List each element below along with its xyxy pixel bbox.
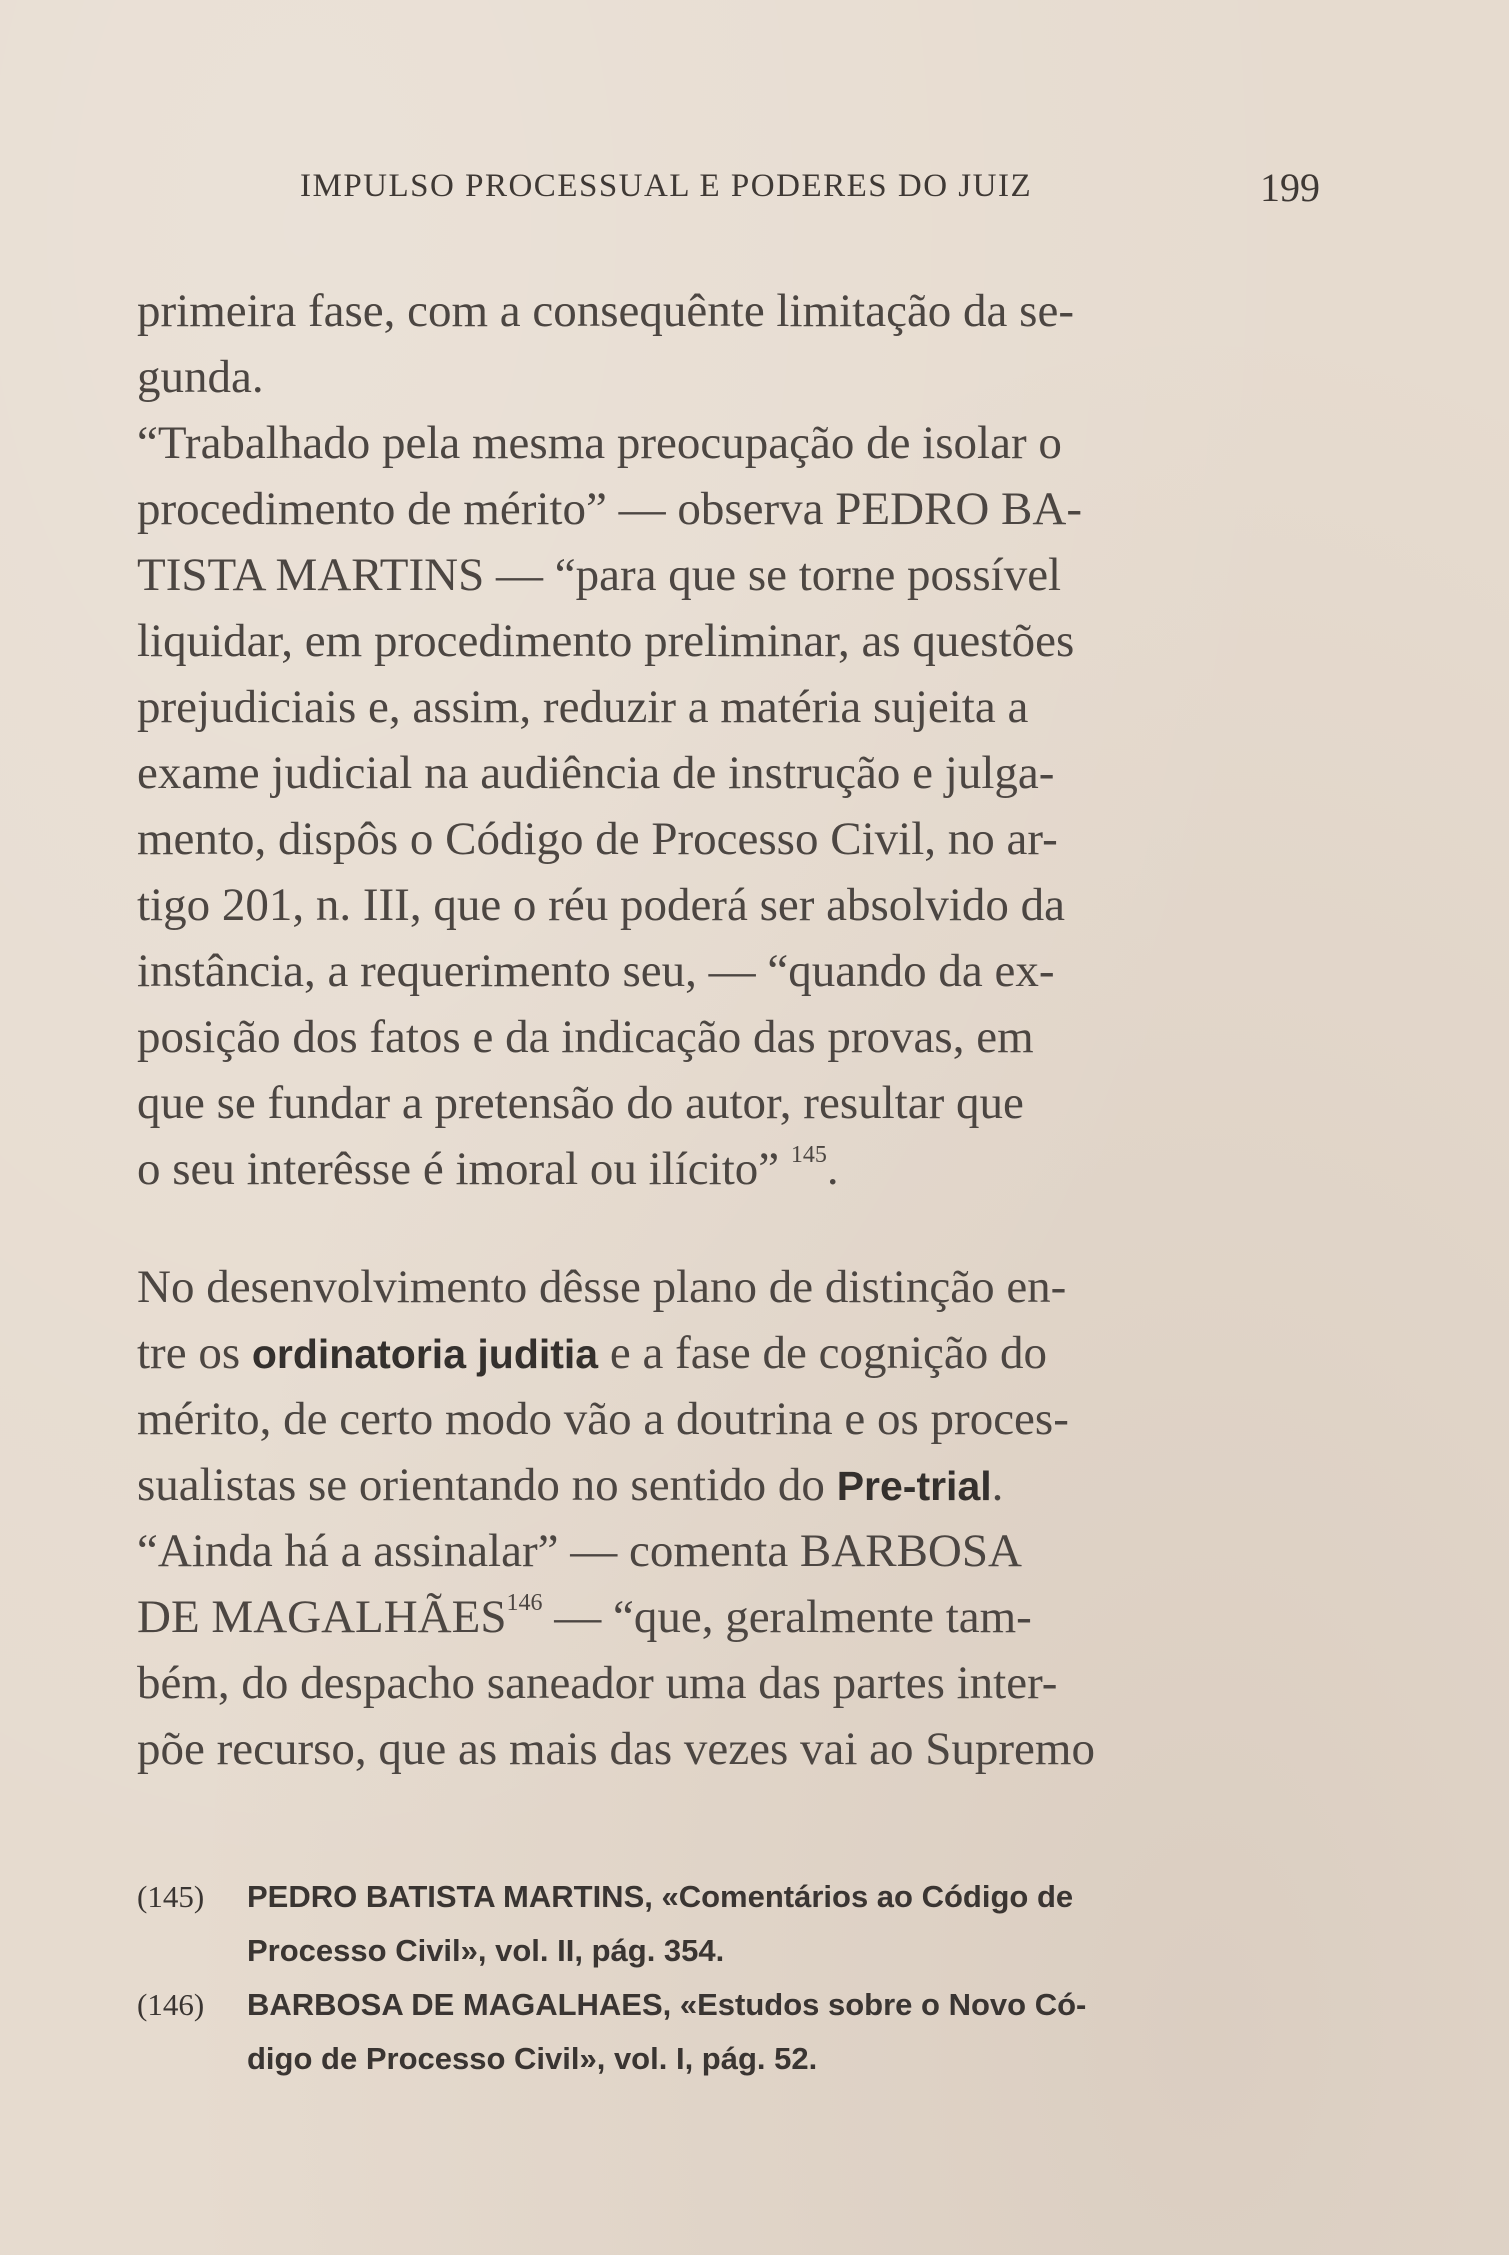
text-line: prejudiciais e, assim, reduzir a matéria sujeita a <box>137 681 1029 733</box>
text-line: “Trabalhado pela mesma preocupação de isolar o <box>137 417 1062 469</box>
text-line: instância, a requerimento seu, — “quando da ex- <box>137 945 1055 997</box>
text-line: posição dos fatos e da indicação das provas, em <box>137 1011 1034 1063</box>
page-number: 199 <box>1260 165 1320 210</box>
footnote-number: (145) <box>137 1879 205 1914</box>
running-head <box>300 165 1320 218</box>
text-line: No desenvolvimento dêsse plano de distinção en- <box>137 1261 1067 1313</box>
running-head-title: IMPULSO PROCESSUAL E PODERES DO JUIZ <box>300 168 1033 204</box>
line-end: . <box>991 1459 1004 1511</box>
paragraph-gap <box>137 1202 1317 1254</box>
text-line: que se fundar a pretensão do autor, resultar que <box>137 1077 1024 1129</box>
line-text: tre os <box>137 1327 241 1379</box>
text-line <box>137 1584 1317 1650</box>
text-line: exame judicial na audiência de instrução e julga- <box>137 747 1055 799</box>
text-line: tigo 201, n. III, que o réu poderá ser absolvido da <box>137 879 1065 931</box>
text-line: gunda. <box>137 351 264 403</box>
line-text: DE MAGALHÃES <box>137 1591 507 1643</box>
text-line: bém, do despacho saneador uma das partes inter- <box>137 1657 1058 1709</box>
footnote-text: BARBOSA DE MAGALHAES, «Estudos sobre o Novo Có- <box>247 1987 1087 2022</box>
footnote-number: (146) <box>137 1987 205 2022</box>
footnote-145 <box>137 1870 1317 1924</box>
text-line: primeira fase, com a consequênte limitação da se- <box>137 285 1074 337</box>
text-line <box>137 1452 1317 1518</box>
footnote-continuation: Processo Civil», vol. II, pág. 354. <box>247 1933 725 1968</box>
line-text: — “que, geralmente tam- <box>554 1591 1032 1643</box>
footnotes <box>137 1870 1317 2086</box>
footnote-text: PEDRO BATISTA MARTINS, «Comentários ao Código de <box>247 1879 1074 1914</box>
footnote-146 <box>137 1978 1317 2032</box>
line-text: o seu interêsse é imoral ou ilícito” <box>137 1143 780 1195</box>
body-text <box>137 278 1317 1782</box>
line-end: . <box>826 1143 839 1195</box>
text-line <box>137 1320 1317 1386</box>
line-text: sualistas se orientando no sentido do <box>137 1459 825 1511</box>
emphasis-ordinatoria-juditia: ordinatoria juditia <box>251 1331 599 1377</box>
text-line <box>137 1136 1317 1202</box>
footnote-ref-145: 145 <box>790 1142 827 1168</box>
text-line: mérito, de certo modo vão a doutrina e os proces- <box>137 1393 1069 1445</box>
footnote-continuation: digo de Processo Civil», vol. I, pág. 52. <box>247 2041 818 2076</box>
text-line: TISTA MARTINS — “para que se torne possível <box>137 549 1062 601</box>
text-line: “Ainda há a assinalar” — comenta BARBOSA <box>137 1525 1022 1577</box>
text-line: mento, dispôs o Código de Processo Civil, no ar- <box>137 813 1058 865</box>
emphasis-pre-trial: Pre-trial <box>836 1463 992 1509</box>
text-line: procedimento de mérito” — observa PEDRO BA- <box>137 483 1083 535</box>
footnote-ref-146: 146 <box>506 1590 543 1616</box>
text-line: liquidar, em procedimento preliminar, as questões <box>137 615 1075 667</box>
line-text: e a fase de cognição do <box>609 1327 1048 1379</box>
text-line: põe recurso, que as mais das vezes vai ao Supremo <box>137 1723 1095 1775</box>
